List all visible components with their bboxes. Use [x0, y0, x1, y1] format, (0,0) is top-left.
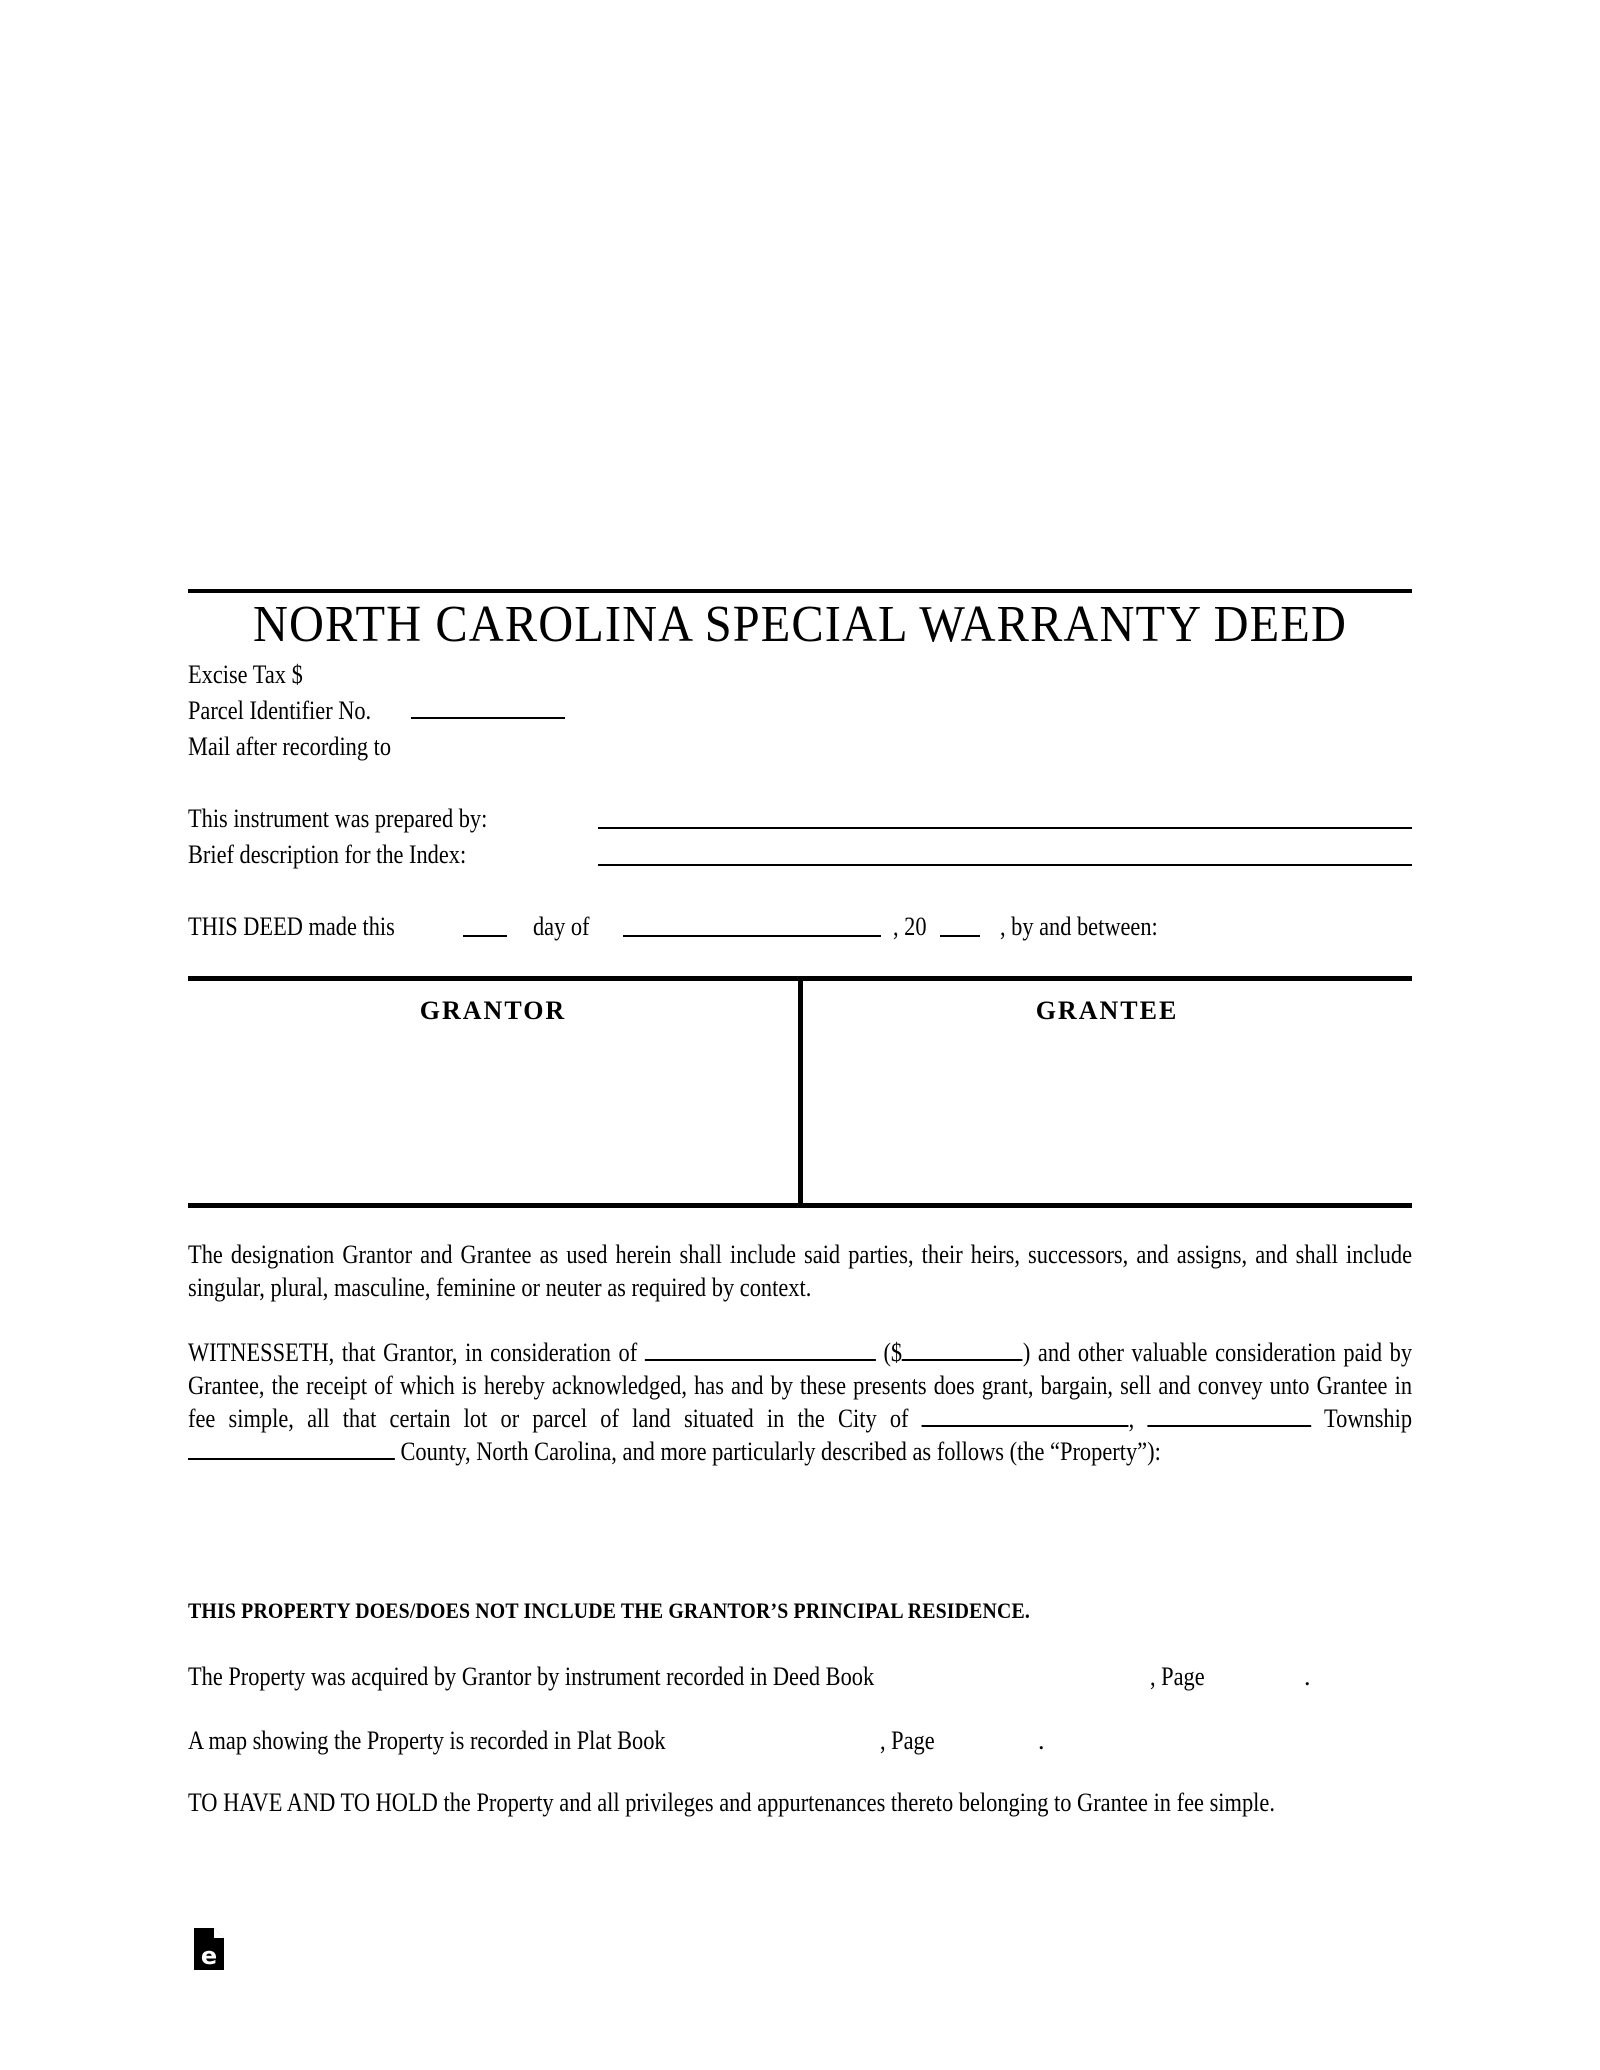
principal-residence-statement: [188, 1598, 1124, 1624]
consideration-amount-field[interactable]: [902, 1337, 1023, 1361]
deed-date-prefix: THIS DEED made this: [188, 912, 395, 941]
witnesseth-text-1: WITNESSETH, that Grantor, in consideration of: [188, 1338, 638, 1367]
parcel-label: Parcel Identifier No.: [188, 696, 372, 725]
deed-book-label: The Property was acquired by Grantor by instrument recorded in Deed Book: [188, 1662, 875, 1691]
witnesseth-text-3: ) and other valuable consideration paid by Grantee, the receipt of which is hereby acknowledged, has and by these presents does grant, bargain, sell and convey unto Grantee in fee simple, all that certain lot or parcel of land situated in the City of: [188, 1338, 1413, 1433]
city-field[interactable]: [922, 1403, 1129, 1427]
designation-paragraph: [188, 1238, 1412, 1304]
index-description-field[interactable]: [598, 864, 1412, 866]
plat-book-row: [188, 1722, 743, 1759]
document-title: NORTH CAROLINA SPECIAL WARRANTY DEED: [252, 596, 1348, 653]
witnesseth-text-2: ($: [883, 1338, 903, 1367]
deed-month-field[interactable]: [623, 935, 881, 937]
mail-label: Mail after recording to: [188, 732, 392, 761]
by-and-between-label: , by and between:: [1000, 912, 1158, 941]
deed-book-end: [1304, 1658, 1311, 1695]
day-of-text: [533, 908, 599, 945]
year-prefix-text: [893, 908, 932, 945]
prepared-by-label: This instrument was prepared by:: [188, 804, 488, 833]
plat-book-end: [1038, 1722, 1045, 1759]
witnesseth-text-6: County, North Carolina, and more particularly described as follows (the “Property”):: [400, 1437, 1161, 1466]
plat-book-label: A map showing the Property is recorded in Plat Book: [188, 1726, 666, 1755]
residence-text: THIS PROPERTY DOES/DOES NOT INCLUDE THE GRANTOR’S PRINCIPAL RESIDENCE.: [188, 1598, 1031, 1623]
index-row: [188, 836, 511, 873]
prepared-by-field[interactable]: [598, 827, 1412, 829]
habendum-text: TO HAVE AND TO HOLD the Property and all privileges and appurtenances thereto belonging to Grantee in fee simple.: [188, 1788, 1275, 1817]
plat-book-period: .: [1038, 1726, 1045, 1755]
mail-row: [188, 728, 424, 765]
parcel-field[interactable]: [411, 717, 565, 719]
grantor-field[interactable]: [188, 1030, 796, 1200]
deed-book-period: .: [1304, 1662, 1311, 1691]
svg-text:e: e: [200, 1942, 218, 1970]
township-field[interactable]: [1147, 1403, 1311, 1427]
day-of-label: day of: [533, 912, 590, 941]
consideration-words-field[interactable]: [645, 1337, 876, 1361]
deed-page-text: [1150, 1658, 1214, 1695]
by-and-between-text: [1000, 908, 1183, 945]
grantee-header: GRANTEE: [1035, 996, 1179, 1025]
parties-table-bottom-border: [188, 1203, 1412, 1208]
witnesseth-paragraph: [188, 1336, 1412, 1468]
grantor-header: GRANTOR: [419, 996, 567, 1025]
plat-page-text: [880, 1722, 944, 1759]
witnesseth-text-4: ,: [1128, 1404, 1135, 1433]
parcel-row: [188, 692, 401, 729]
plat-page-label: , Page: [880, 1726, 935, 1755]
prepared-by-row: [188, 800, 536, 837]
habendum-paragraph: [188, 1786, 1412, 1819]
deed-book-row: [188, 1658, 986, 1695]
designation-text: The designation Grantor and Grantee as used herein shall include said parties, their heirs, successors, and assigns, and shall include singular, plural, masculine, feminine or neuter as required by context.: [188, 1240, 1413, 1302]
index-label: Brief description for the Index:: [188, 840, 467, 869]
excise-tax-row: [188, 656, 321, 693]
witnesseth-text-5: Township: [1323, 1404, 1413, 1433]
deed-date-row: [188, 908, 428, 945]
county-field[interactable]: [188, 1436, 395, 1460]
deed-day-field[interactable]: [463, 935, 507, 937]
deed-page-label: , Page: [1150, 1662, 1205, 1691]
year-prefix-label: , 20: [893, 912, 927, 941]
deed-year-field[interactable]: [940, 935, 980, 937]
eforms-logo-icon: [194, 1928, 224, 1970]
grantee-field[interactable]: [804, 1030, 1412, 1200]
excise-tax-label: Excise Tax $: [188, 660, 303, 689]
